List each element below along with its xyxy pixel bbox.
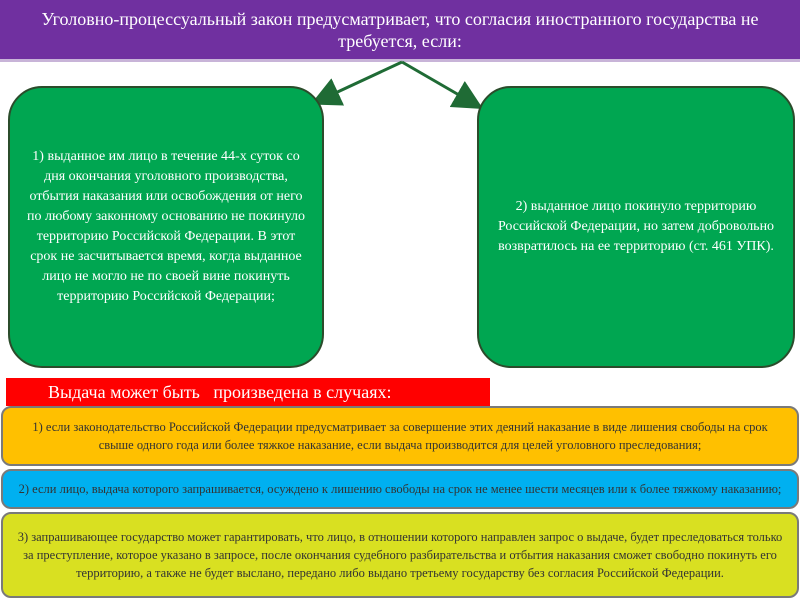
slide-title <box>0 0 800 62</box>
case-1-text: 1) если законодательство Российской Федерации предусматривает за совершение этих деяний наказание в виде лишения свободы на срок свыше одного года или более тяжкое наказание, если выдача производится для целей уголовного преследования; <box>32 420 768 452</box>
case-3-text: 3) запрашивающее государство может гарантировать, что лицо, в отношении которого направлен запрос о выдаче, будет преследоваться только за преступление, которое указано в запросе, после окончания судебного разбирательства и отбытия наказания сможет свободно покинуть его территорию, а также не будет выслано, передано либо выдано третьему государству без согласия Российской Федерации. <box>17 530 783 580</box>
case-2-text: 2) если лицо, выдача которого запрашивается, осуждено к лишению свободы на срок не менее шести месяцев или к более тяжкому наказанию; <box>18 482 782 496</box>
condition-box-2 <box>477 86 795 368</box>
arrow-right <box>402 62 478 106</box>
condition-2-text: 2) выданное лицо покинуло территорию Российской Федерации, но затем добровольно возвратилось на ее территорию (ст. 461 УПК). <box>497 199 775 254</box>
case-box-1 <box>1 406 799 466</box>
case-box-2 <box>1 469 799 509</box>
extradition-heading: Выдача может быть произведена в случаях: <box>6 378 490 406</box>
condition-box-1 <box>8 86 324 368</box>
arrow-left <box>316 62 402 102</box>
condition-1-text: 1) выданное им лицо в течение 44-х суток со дня окончания уголовного производства, отбытия наказания или освобождения от него по любому законному основанию не покинуло территорию Российской Федерации. В этот срок не засчитывается время, когда выданное лицо не могло не по своей вине покинуть территорию Российской Федерации; <box>26 149 306 304</box>
case-box-3 <box>1 512 799 598</box>
slide-title-text: Уголовно-процессуальный закон предусматривает, что согласия иностранного государства не требуется, если: <box>41 8 759 51</box>
